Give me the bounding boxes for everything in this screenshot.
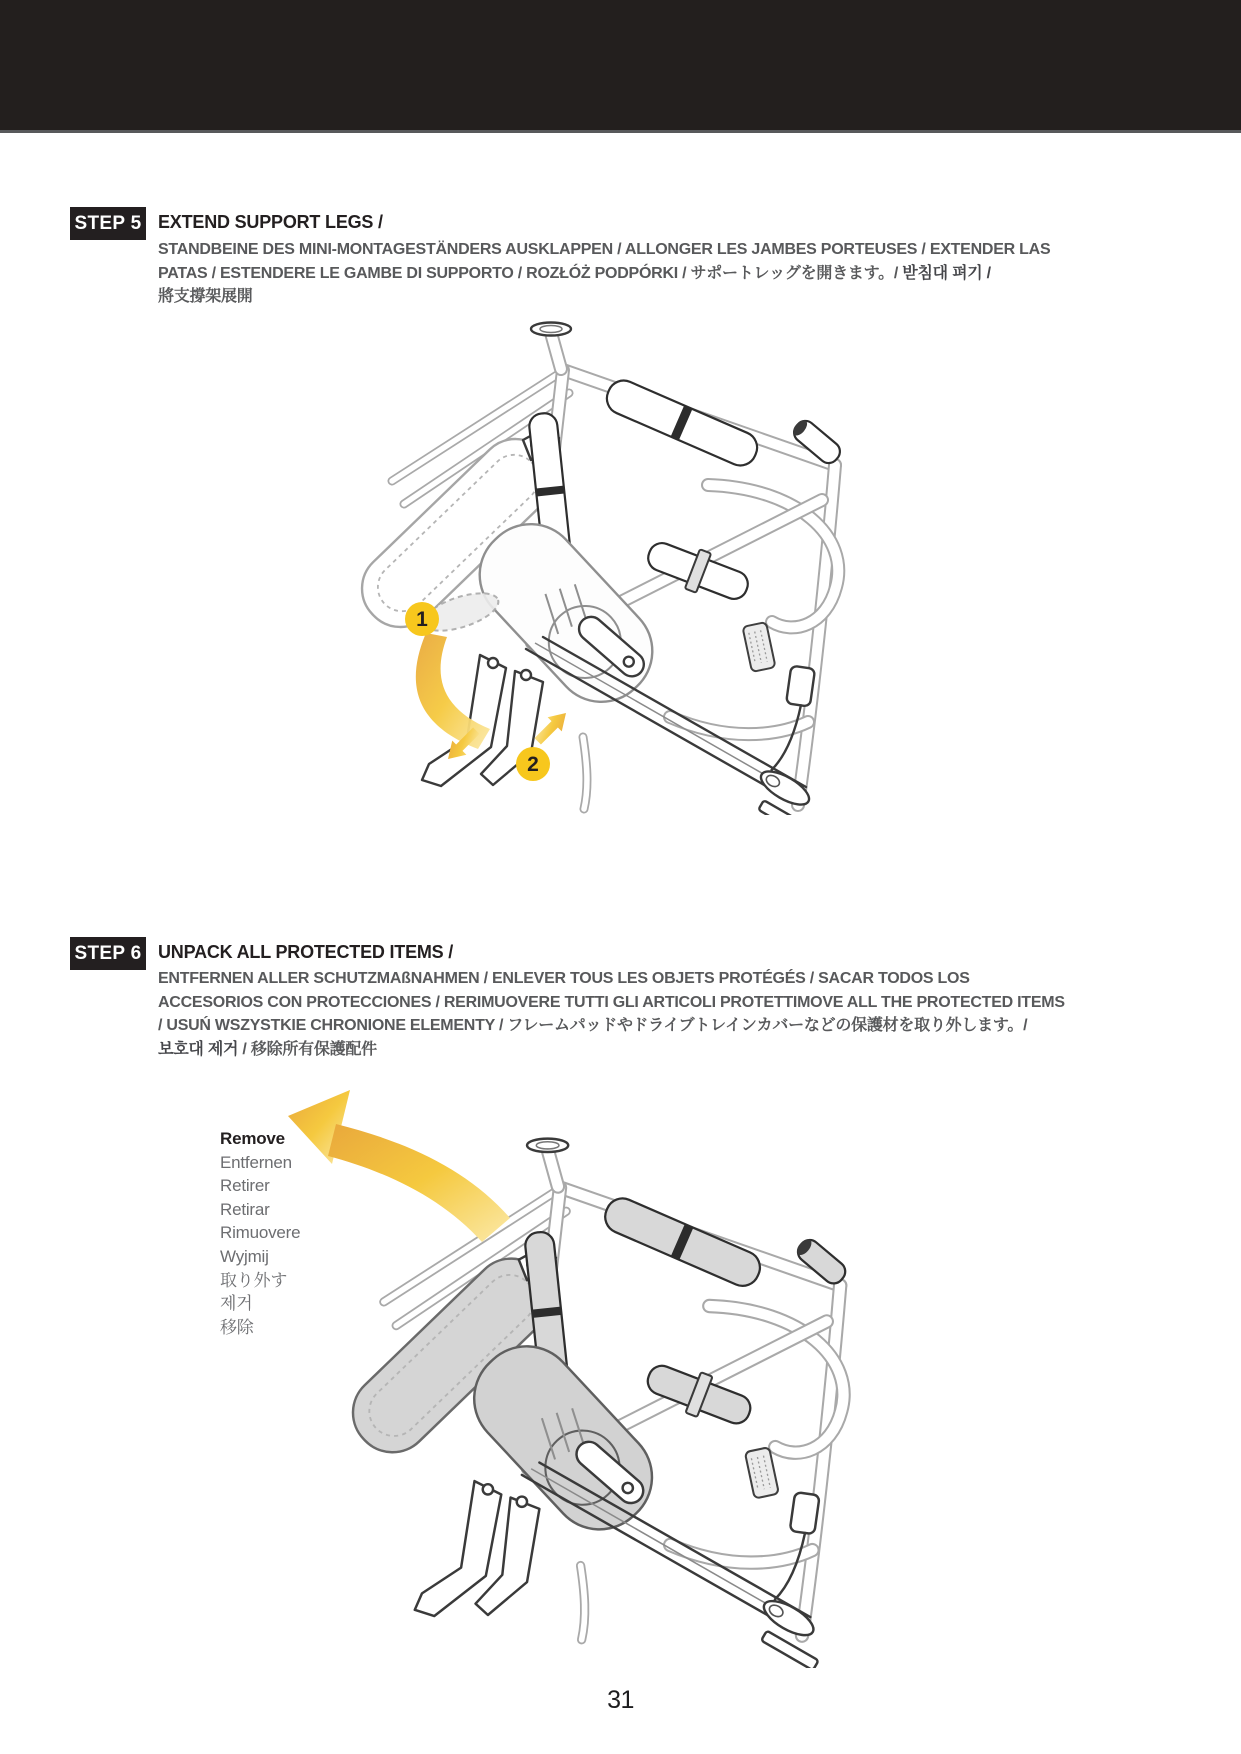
step6-subtitle-line-2: ACCESORIOS CON PROTECCIONES / RERIMUOVERE TUTTI GLI ARTICOLI PROTETTIMOVE ALL THE PROTECTED ITEMS	[158, 993, 1065, 1011]
step6-title: UNPACK ALL PROTECTED ITEMS /	[158, 942, 454, 962]
page-number: 31	[607, 1686, 634, 1714]
step5-title: EXTEND SUPPORT LEGS /	[158, 212, 383, 232]
remove-label-zh: 移除	[220, 1317, 254, 1337]
bike-frame-drawing-padded	[337, 1139, 849, 1668]
svg-text:1: 1	[416, 608, 428, 631]
svg-text:2: 2	[527, 753, 539, 776]
remove-label-pl: Wyjmij	[220, 1246, 269, 1266]
step5-subtitle-line-3: 將支撐架展開	[158, 288, 253, 305]
remove-label-de: Entfernen	[220, 1152, 292, 1172]
step6-badge: STEP 6	[70, 937, 146, 970]
step6-subtitle-line-4: 보호대 제거 / 移除所有保護配件	[158, 1040, 377, 1058]
step6-subtitle	[158, 967, 1065, 1061]
page-header-bar	[0, 0, 1241, 133]
remove-label-en: Remove	[220, 1129, 285, 1148]
callout-2-badge	[516, 747, 550, 781]
support-legs-illustration	[330, 285, 890, 815]
remove-label-ko: 제거	[220, 1294, 253, 1314]
step6-subtitle-line-1: ENTFERNEN ALLER SCHUTZMAßNAHMEN / ENLEVER TOUS LES OBJETS PROTÉGÉS / SACAR TODOS LOS	[158, 970, 970, 987]
callout-1-badge	[405, 602, 439, 636]
remove-label-es: Retirar	[220, 1199, 270, 1219]
remove-label-it: Rimuovere	[220, 1223, 301, 1243]
step6-korean-label: 보호대 제거	[158, 1040, 239, 1058]
step5-subtitle-line-2: PATAS / ESTENDERE LE GAMBE DI SUPPORTO / ROZŁÓŻ PODPÓRKI / サポートレッグを開きます。/ 받침대 펴기 /	[158, 264, 991, 282]
remove-label-ja: 取り外す	[220, 1270, 288, 1290]
unpack-items-illustration	[258, 1078, 908, 1668]
step5-korean-label: 받침대 펴기 /	[902, 264, 991, 282]
step6-subtitle-line-3: / USUŃ WSZYSTKIE CHRONIONE ELEMENTY / フレームパッドやドライブトレインカバーなどの保護材を取り外します。/	[158, 1017, 1028, 1034]
remove-curved-arrow-icon	[288, 1090, 510, 1242]
step5-badge: STEP 5	[70, 207, 146, 240]
remove-label-fr: Retirer	[220, 1176, 270, 1196]
step5-subtitle-line-1: STANDBEINE DES MINI-MONTAGESTÄNDERS AUSKLAPPEN / ALLONGER LES JAMBES PORTEUSES / EXTENDER LAS	[158, 241, 1051, 258]
bike-frame-drawing	[347, 323, 844, 816]
